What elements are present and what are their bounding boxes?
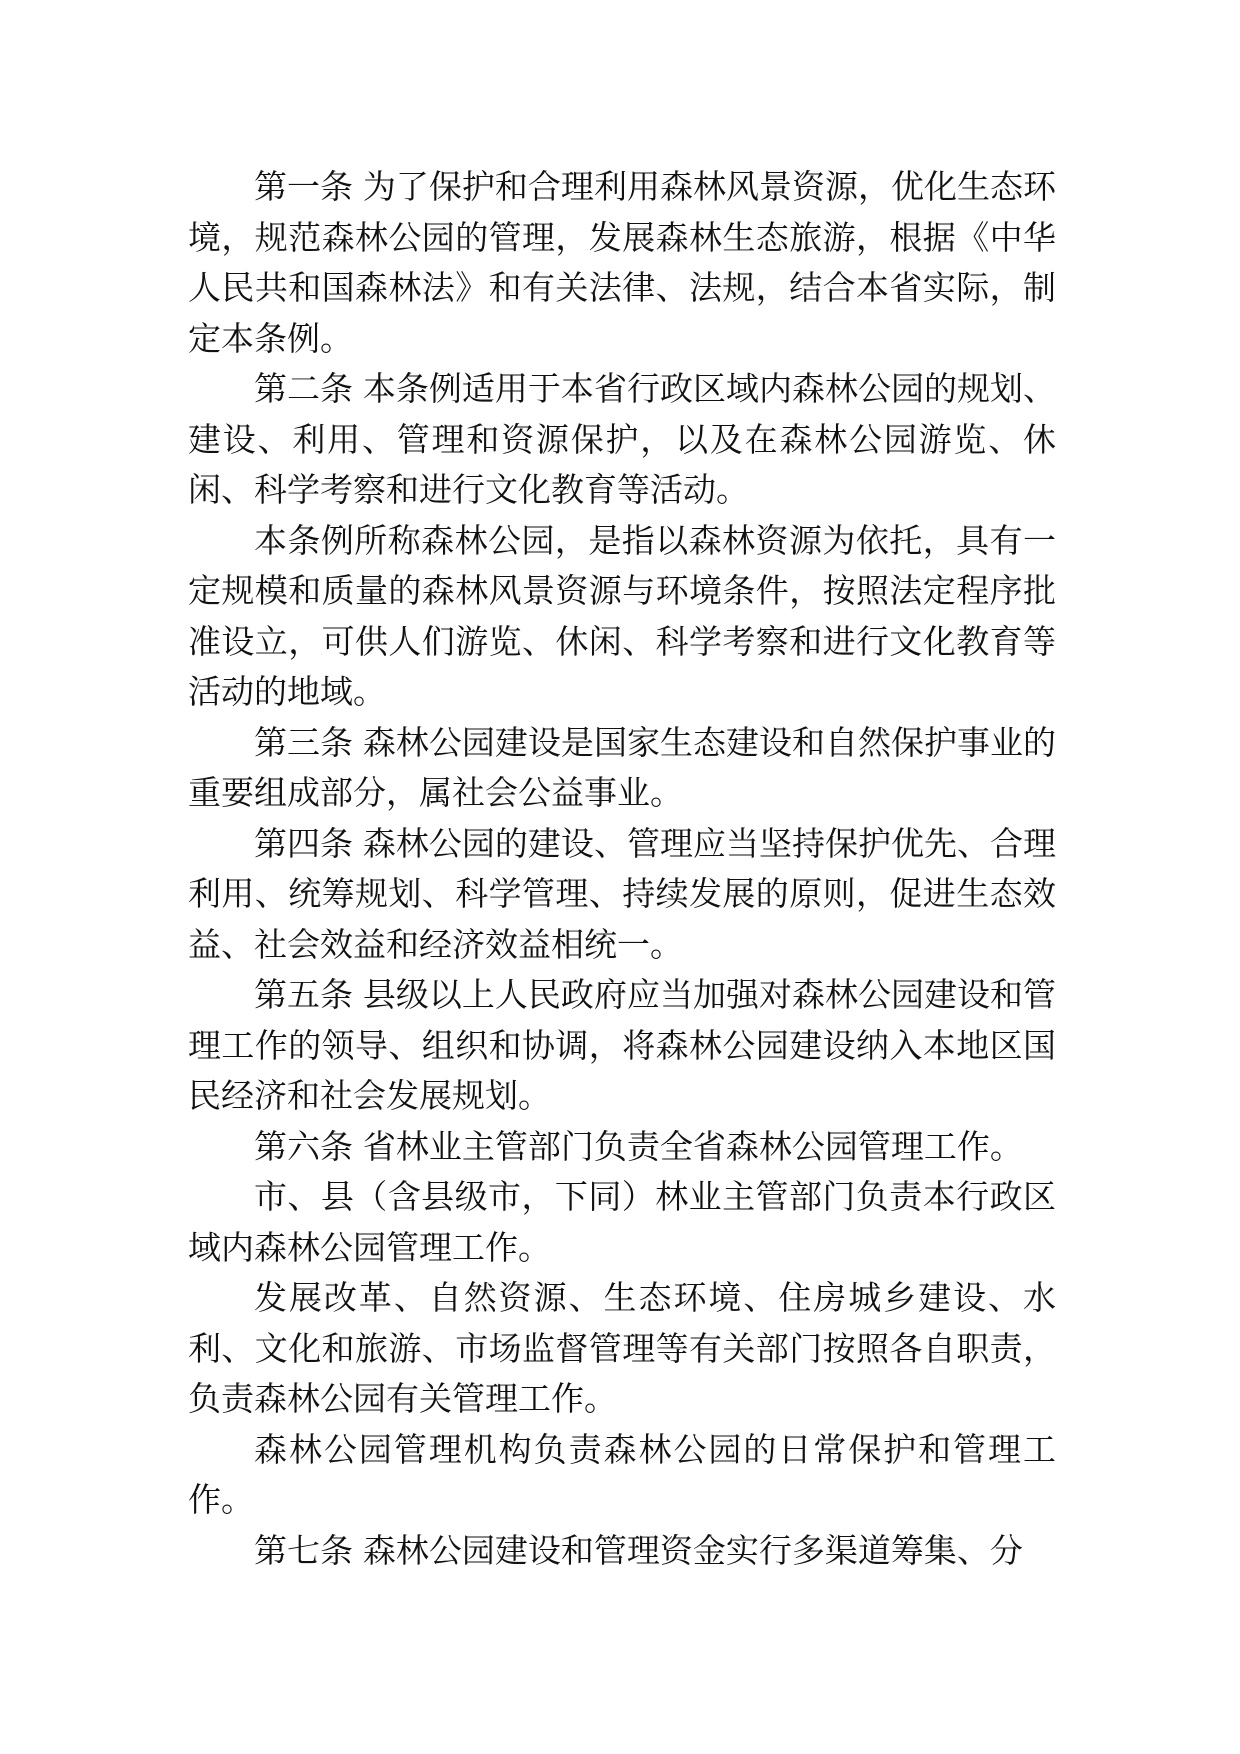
article-label: 第二条 [254, 369, 354, 408]
article-3-paragraph [188, 718, 1056, 819]
article-label: 第一条 [254, 167, 354, 206]
article-text: 本条例所称森林公园，是指以森林资源为依托，具有一定规模和质量的森林风景资源与环境条件，按照法定程序批准设立，可供人们游览、休闲、科学考察和进行文化教育等活动的地域。 [188, 520, 1056, 711]
article-label: 第六条 [254, 1126, 353, 1166]
article-text: 森林公园建设是国家生态建设和自然保护事业的重要组成部分，属社会公益事业。 [188, 722, 1057, 812]
article-6-city-county-paragraph [188, 1172, 1056, 1273]
article-1-paragraph [188, 162, 1056, 364]
article-7-paragraph [188, 1526, 1056, 1577]
article-text: 森林公园的建设、管理应当坚持保护优先、合理利用、统筹规划、科学管理、持续发展的原则，促进生态效益、社会效益和经济效益相统一。 [188, 823, 1057, 964]
article-text: 森林公园管理机构负责森林公园的日常保护和管理工作。 [188, 1429, 1056, 1519]
article-label: 第三条 [254, 722, 354, 762]
article-text: 森林公园建设和管理资金实行多渠道筹集、分 [362, 1530, 1023, 1570]
article-label: 第五条 [254, 975, 354, 1014]
article-text: 省林业主管部门负责全省森林公园管理工作。 [362, 1126, 1023, 1166]
article-4-paragraph [188, 819, 1056, 971]
article-2-definition-paragraph [188, 516, 1056, 718]
document-page [188, 162, 1056, 1576]
article-6-agency-paragraph [188, 1425, 1056, 1526]
article-6-departments-paragraph [188, 1273, 1056, 1425]
article-text: 本条例适用于本省行政区域内森林公园的规划、建设、利用、管理和资源保护，以及在森林公园游览、休闲、科学考察和进行文化教育等活动。 [188, 369, 1057, 509]
article-text: 县级以上人民政府应当加强对森林公园建设和管理工作的领导、组织和协调，将森林公园建设纳入本地区国民经济和社会发展规划。 [188, 975, 1057, 1115]
article-label: 第七条 [254, 1530, 353, 1570]
article-text: 市、县（含县级市，下同）林业主管部门负责本行政区域内森林公园管理工作。 [188, 1177, 1056, 1267]
article-label: 第四条 [254, 823, 354, 863]
article-6-paragraph [188, 1122, 1056, 1173]
article-2-paragraph [188, 364, 1056, 516]
article-5-paragraph [188, 970, 1056, 1122]
article-text: 发展改革、自然资源、生态环境、住房城乡建设、水利、文化和旅游、市场监督管理等有关部门按照各自职责，负责森林公园有关管理工作。 [188, 1278, 1056, 1418]
article-text: 为了保护和合理利用森林风景资源，优化生态环境，规范森林公园的管理，发展森林生态旅游，根据《中华人民共和国森林法》和有关法律、法规，结合本省实际，制定本条例。 [188, 167, 1057, 358]
